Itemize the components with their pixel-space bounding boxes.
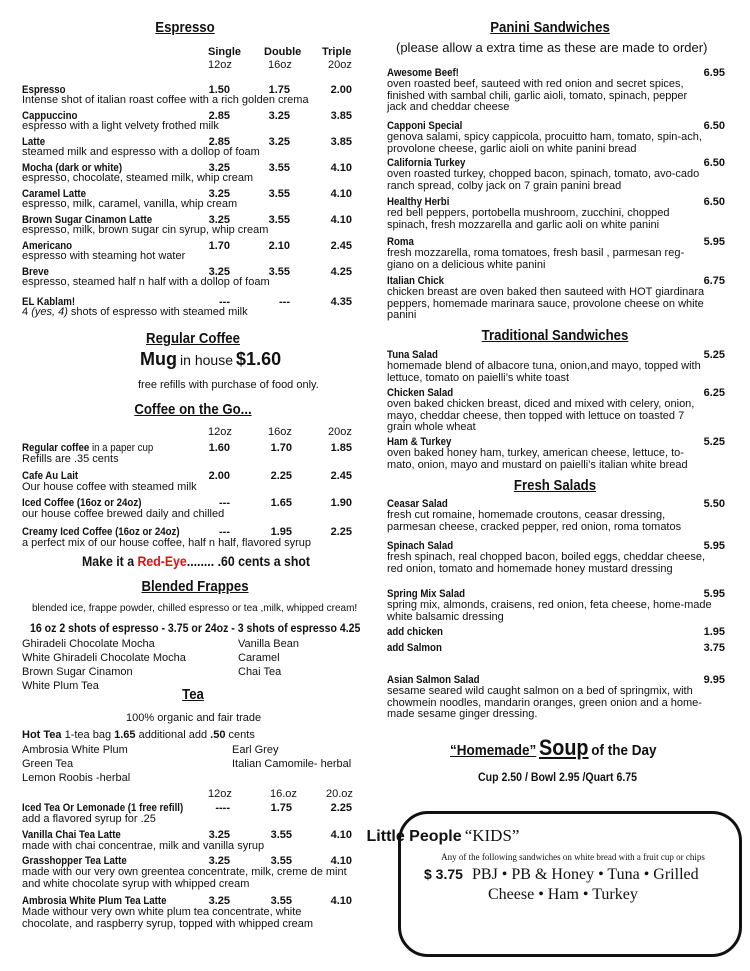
panini-item-price: 6.50: [703, 120, 725, 132]
hot-tea-price: 1.65: [114, 729, 136, 741]
tea-flavor: Ambrosia White Plum: [22, 744, 128, 756]
regular-coffee-mug-line: [140, 349, 282, 369]
espresso-price-double: 3.55: [268, 214, 290, 226]
hot-tea-add-price: .50: [210, 729, 226, 741]
salads-item-name: Spinach Salad: [387, 540, 454, 552]
soup-word: Soup: [539, 735, 589, 760]
in-house-label: in house: [180, 352, 233, 368]
panini-item-price: 6.50: [703, 196, 725, 208]
panini-item-name: Awesome Beef!: [387, 67, 459, 79]
coffee-go-price-20: 1.85: [330, 442, 352, 454]
hot-tea-bag: 1-tea bag: [61, 729, 115, 741]
tea-price-20: 4.10: [330, 855, 352, 867]
panini-note: (please allow a extra time as these are made to order): [396, 40, 708, 55]
panini-item-price: 5.95: [703, 236, 725, 248]
salads-item-price: 5.50: [703, 498, 725, 510]
traditional-item-price: 5.25: [703, 436, 725, 448]
espresso-desc-b: (yes, 4): [31, 306, 68, 318]
panini-item-name: California Turkey: [387, 157, 466, 169]
espresso-item-desc: [22, 307, 248, 319]
tea-price-12: 3.25: [208, 895, 230, 907]
coffee-go-item-desc: Our house coffee with steamed milk: [22, 481, 197, 493]
traditional-item-desc: oven baked honey ham, turkey, american cheese, lettuce, to-mato, onion, mayo and mustard on paielli’s italian white bread: [387, 447, 688, 471]
frappe-flavor: White Ghiradeli Chocolate Mocha: [22, 652, 186, 664]
espresso-item-desc: Intense shot of italian roast coffee with a rich golden crema: [22, 94, 309, 106]
tea-oz-16: 16.oz: [270, 788, 297, 800]
panini-item-name: Roma: [387, 236, 414, 248]
coffee-go-name-text: Regular coffee: [22, 442, 90, 454]
espresso-size-double: Double: [264, 46, 302, 58]
soup-prices: Cup 2.50 / Bowl 2.95 /Quart 6.75: [478, 770, 638, 784]
panini-item-price: 6.50: [703, 157, 725, 169]
traditional-item-desc: oven baked chicken breast, diced and mixed with celery, onion, mayo, cheddar cheese, then topped with lettuce on toasted 7 grain whole wheat: [387, 398, 695, 433]
frappes-sizes: 16 oz 2 shots of espresso - 3.75 or 24oz - 3 shots of espresso 4.25: [30, 621, 361, 635]
tea-price-16: 3.55: [270, 829, 292, 841]
espresso-item-desc: espresso with steaming hot water: [22, 250, 186, 262]
tea-item-name: Vanilla Chai Tea Latte: [22, 829, 121, 841]
kids-title-a: Little People: [366, 828, 462, 845]
espresso-desc-a: 4: [22, 306, 32, 318]
frappe-flavor: Chai Tea: [238, 666, 282, 678]
hot-tea-add: additional add: [135, 729, 211, 741]
kids-title-b: “KIDS”: [464, 826, 520, 845]
espresso-item-name: Espresso: [22, 84, 66, 96]
regular-coffee-title: Regular Coffee: [146, 330, 240, 347]
coffee-go-item-desc: Refills are .35 cents: [22, 453, 119, 465]
espresso-item-name: Brown Sugar Cinamon Latte: [22, 214, 153, 226]
espresso-price-double: 3.55: [268, 188, 290, 200]
espresso-item-desc: espresso, chocolate, steamed milk, whip cream: [22, 172, 254, 184]
coffee-go-price-16: 1.70: [270, 442, 292, 454]
tea-price-12: 3.25: [208, 855, 230, 867]
tea-item-name: Ambrosia White Plum Tea Latte: [22, 895, 167, 907]
tea-flavor: Earl Grey: [232, 744, 279, 756]
traditional-item-desc: homemade blend of albacore tuna, onion,and mayo, topped with lettuce, tomato on paielli’s white toast: [387, 360, 701, 384]
kids-note: Any of the following sandwiches on white bread with a fruit cup or chips: [441, 852, 705, 862]
hot-tea-cents: cents: [225, 729, 255, 741]
traditional-title: Traditional Sandwiches: [481, 327, 629, 344]
panini-item-name: Healthy Herbi: [387, 196, 450, 208]
frappes-desc: blended ice, frappe powder, chilled espresso or tea ,milk, whipped cream!: [32, 603, 358, 614]
panini-item-desc: genova salami, spicy cappicola, procuitto ham, tomato, spin-ach, provolone cheese, garlic aioli on white panini bread: [387, 131, 702, 155]
panini-item-desc: red bell peppers, portobella mushroom, zucchini, chopped spinach, fresh mozzarella and garlic aoli on white panini: [387, 207, 670, 231]
panini-item-price: 6.95: [703, 67, 725, 79]
salads-item-name: add chicken: [387, 626, 443, 638]
traditional-item-name: Chicken Salad: [387, 387, 454, 399]
tea-title: Tea: [182, 686, 204, 703]
espresso-price-single: ---: [219, 296, 230, 308]
tea-flavor: Green Tea: [22, 758, 74, 770]
espresso-item-name: EL Kablam!: [22, 296, 76, 308]
espresso-price-triple: 4.25: [330, 266, 352, 278]
salads-item-price: 3.75: [703, 642, 725, 654]
tea-flavor: Italian Camomile- herbal: [232, 758, 352, 770]
espresso-price-double: 1.75: [268, 84, 290, 96]
espresso-desc-c: shots of espresso with steamed milk: [67, 306, 248, 318]
free-refills-note: free refills with purchase of food only.: [138, 379, 319, 391]
coffee-go-price-12: 2.00: [208, 470, 230, 482]
espresso-item-name: Latte: [22, 136, 46, 148]
tea-item-desc: made with our very own greentea concentrate, milk, creme de mint and white chocolate syrup with whipped cream: [22, 866, 347, 890]
soup-homemade: “Homemade”: [450, 742, 537, 759]
tea-flavor: Lemon Roobis -herbal: [22, 772, 131, 784]
espresso-price-triple: 3.85: [330, 110, 352, 122]
espresso-item-desc: espresso, steamed half n half with a dollop of foam: [22, 276, 270, 288]
espresso-item-name: Americano: [22, 240, 73, 252]
espresso-price-single: 2.85: [208, 110, 230, 122]
salads-item-name: Spring Mix Salad: [387, 588, 466, 600]
redeye-line: [82, 555, 310, 567]
mug-price: $1.60: [236, 349, 282, 369]
redeye-word: Red-Eye: [137, 553, 187, 569]
mug-label: Mug: [140, 349, 177, 369]
coffee-go-oz-12: 12oz: [208, 426, 232, 438]
tea-item-desc: add a flavored syrup for .25: [22, 813, 156, 825]
salads-item-desc: fresh spinach, real chopped bacon, boiled eggs, cheddar cheese, red onion, tomato and homemade honey mustard dressing: [387, 551, 705, 575]
coffee-go-name-text: Cafe Au Lait: [22, 470, 79, 482]
frappe-flavor: Ghiradeli Chocolate Mocha: [22, 638, 155, 650]
coffee-go-oz-16: 16oz: [268, 426, 292, 438]
soup-title: [450, 735, 657, 760]
coffee-go-name-extra: in a paper cup: [89, 442, 154, 454]
redeye-tail: ........ .60 cents a shot: [186, 553, 311, 569]
traditional-item-price: 6.25: [703, 387, 725, 399]
espresso-price-double: 3.25: [268, 136, 290, 148]
tea-item-desc: made with chai concentrae, milk and vanilla syrup: [22, 840, 265, 852]
kids-options-1: PBJ • PB & Honey • Tuna • Grilled: [472, 866, 699, 883]
espresso-item-desc: espresso, milk, caramel, vanilla, whip cream: [22, 198, 238, 210]
traditional-item-name: Ham & Turkey: [387, 436, 452, 448]
coffee-go-price-16: 1.65: [270, 497, 292, 509]
coffee-go-price-12: ---: [219, 497, 230, 509]
espresso-price-single: 3.25: [208, 188, 230, 200]
coffee-go-price-12: ---: [219, 526, 230, 538]
espresso-price-triple: 3.85: [330, 136, 352, 148]
panini-item-name: Italian Chick: [387, 275, 445, 287]
salads-item-price: 5.95: [703, 540, 725, 552]
panini-item-desc: oven roasted turkey, chopped bacon, spinach, tomato, avo-cado ranch spread, colby jack on 7 grain panini bread: [387, 168, 700, 192]
traditional-item-name: Tuna Salad: [387, 349, 438, 361]
hot-tea-line: [22, 729, 255, 741]
frappe-flavor: White Plum Tea: [22, 680, 99, 692]
espresso-price-single: 3.25: [208, 162, 230, 174]
espresso-price-triple: 4.10: [330, 188, 352, 200]
panini-item-desc: fresh mozzarella, roma tomatoes, fresh basil , parmesan reg-giano on a delicious white panini: [387, 247, 685, 271]
tea-item-name: Iced Tea Or Lemonade (1 free refill): [22, 802, 184, 814]
coffee-go-price-12: 1.60: [208, 442, 230, 454]
tea-price-20: 2.25: [330, 802, 352, 814]
espresso-oz-16: 16oz: [268, 59, 292, 71]
espresso-item-desc: espresso, milk, brown sugar cin syrup, whip cream: [22, 224, 269, 236]
espresso-price-single: 1.50: [208, 84, 230, 96]
traditional-item-price: 5.25: [703, 349, 725, 361]
espresso-price-double: 3.25: [268, 110, 290, 122]
panini-item-price: 6.75: [703, 275, 725, 287]
espresso-item-desc: espresso with a light velvety frothed milk: [22, 120, 219, 132]
coffee-go-price-20: 2.25: [330, 526, 352, 538]
espresso-price-double: ---: [279, 296, 290, 308]
coffee-go-title: Coffee on the Go...: [134, 401, 252, 418]
tea-price-16: 3.55: [270, 895, 292, 907]
espresso-item-name: Breve: [22, 266, 49, 278]
hot-tea-label: Hot Tea: [22, 729, 62, 741]
espresso-price-double: 3.55: [268, 266, 290, 278]
salads-item-desc: spring mix, almonds, craisens, red onion, feta cheese, home-made white balsamic dressing: [387, 599, 712, 623]
espresso-price-triple: 4.10: [330, 162, 352, 174]
espresso-price-single: 3.25: [208, 266, 230, 278]
coffee-go-price-16: 2.25: [270, 470, 292, 482]
salads-item-desc: sesame seared wild caught salmon on a bed of springmix, with chowmein noodles, mandarin oranges, green onion and a home-made sesame ginger dressing.: [387, 685, 702, 720]
espresso-size-single: Single: [208, 46, 242, 58]
espresso-price-single: 2.85: [208, 136, 230, 148]
tea-price-20: 4.10: [330, 895, 352, 907]
frappes-title: Blended Frappes: [141, 578, 249, 595]
frappe-flavor: Caramel: [238, 652, 280, 664]
tea-item-desc: Made withour very own white plum tea concentrate, white chocolate, and raspberry syrup, topped with whipped cream: [22, 906, 314, 930]
tea-item-name: Grasshopper Tea Latte: [22, 855, 127, 867]
espresso-price-single: 1.70: [208, 240, 230, 252]
salads-title: Fresh Salads: [513, 477, 597, 494]
coffee-go-price-20: 2.45: [330, 470, 352, 482]
panini-title: Panini Sandwiches: [490, 19, 610, 36]
tea-note: 100% organic and fair trade: [126, 712, 262, 724]
espresso-price-triple: 4.35: [330, 296, 352, 308]
salads-item-name: add Salmon: [387, 642, 442, 654]
salads-item-price: 9.95: [703, 674, 725, 686]
tea-price-16: 1.75: [270, 802, 292, 814]
frappe-flavor: Brown Sugar Cinamon: [22, 666, 133, 678]
salads-item-price: 1.95: [703, 626, 725, 638]
espresso-item-desc: steamed milk and espresso with a dollop of foam: [22, 146, 260, 158]
panini-item-name: Capponi Special: [387, 120, 463, 132]
coffee-go-oz-20: 20oz: [328, 426, 352, 438]
tea-price-12: 3.25: [208, 829, 230, 841]
espresso-item-name: Cappuccino: [22, 110, 78, 122]
tea-price-12: ----: [215, 802, 230, 814]
tea-oz-20: 20.oz: [326, 788, 353, 800]
salads-item-desc: fresh cut romaine, homemade croutons, ceasar dressing, parmesan cheese, cracked pepper, red onion, roma tomatos: [387, 509, 682, 533]
espresso-oz-20: 20oz: [328, 59, 352, 71]
tea-price-16: 3.55: [270, 855, 292, 867]
kids-line-2: Cheese • Ham • Turkey: [488, 886, 638, 903]
redeye-lead: Make it a: [82, 553, 138, 569]
coffee-go-item-desc: a perfect mix of our house coffee, half n half, flavored syrup: [22, 537, 312, 549]
espresso-size-triple: Triple: [322, 46, 352, 58]
salads-item-price: 5.95: [703, 588, 725, 600]
espresso-price-double: 2.10: [268, 240, 290, 252]
salads-item-name: Asian Salmon Salad: [387, 674, 480, 686]
kids-line-1: [424, 868, 699, 882]
kids-price: $ 3.75: [424, 866, 463, 882]
salads-item-name: Ceasar Salad: [387, 498, 448, 510]
panini-item-desc: oven roasted beef, sauteed with red onion and secret spices, finished with sambal chili, garlic aioli, tomato, spinach, pepper jack and cheddar cheese: [387, 78, 688, 113]
coffee-go-price-16: 1.95: [270, 526, 292, 538]
espresso-price-triple: 2.45: [330, 240, 352, 252]
espresso-item-name: Caramel Latte: [22, 188, 87, 200]
tea-oz-12: 12oz: [208, 788, 232, 800]
espresso-price-triple: 4.10: [330, 214, 352, 226]
panini-item-desc: chicken breast are oven baked then sauteed with HOT giardinara peppers, homemade marinara sauce, provolone cheese on white panini: [387, 286, 705, 321]
espresso-oz-12: 12oz: [208, 59, 232, 71]
coffee-go-price-20: 1.90: [330, 497, 352, 509]
tea-price-20: 4.10: [330, 829, 352, 841]
espresso-item-name: Mocha (dark or white): [22, 162, 123, 174]
coffee-go-item-desc: our house coffee brewed daily and chilled: [22, 508, 225, 520]
espresso-price-triple: 2.00: [330, 84, 352, 96]
espresso-price-double: 3.55: [268, 162, 290, 174]
espresso-price-single: 3.25: [208, 214, 230, 226]
espresso-title: Espresso: [155, 19, 215, 36]
frappe-flavor: Vanilla Bean: [238, 638, 299, 650]
coffee-go-name-text: Iced Coffee (16oz or 24oz): [22, 497, 142, 509]
soup-rest: of the Day: [591, 742, 657, 759]
coffee-go-name-text: Creamy Iced Coffee (16oz or 24oz): [22, 526, 180, 538]
